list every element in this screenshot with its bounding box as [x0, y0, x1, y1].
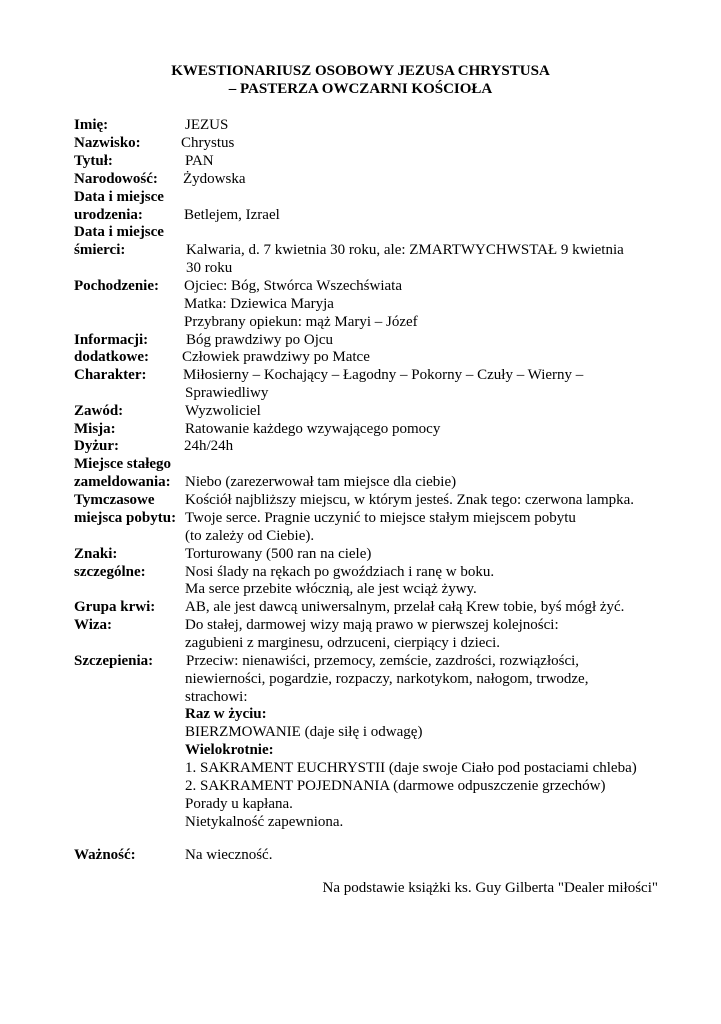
value-szczepienia-line-1: Przeciw: nienawiści, przemocy, zemście, zazdrości, rozwiązłości,: [186, 653, 580, 669]
label-urodzenie-line-1: Data i miejsce: [74, 189, 164, 205]
label-zameldowanie-line-1: Miejsce stałego: [74, 456, 172, 472]
value-imie: JEZUS: [185, 117, 229, 133]
label-smierc-line-1: Data i miejsce: [74, 224, 164, 240]
label-nazwisko: Nazwisko:: [74, 135, 141, 151]
label-znaki-line-2: szczególne:: [74, 564, 146, 580]
value-informacje-line-1: Bóg prawdziwy po Ojcu: [186, 332, 334, 348]
label-narodowosc: Narodowość:: [74, 171, 158, 187]
label-informacje-line-1: Informacji:: [74, 332, 149, 348]
value-tytul: PAN: [185, 153, 214, 169]
label-szczepienia: Szczepienia:: [74, 653, 154, 669]
value-wielo-line-3: Porady u kapłana.: [185, 796, 293, 812]
label-imie: Imię:: [74, 117, 109, 133]
value-szczepienia-line-2: niewierności, pogardzie, rozpaczy, narkotykom, nałogom, trwodze,: [185, 671, 589, 687]
value-tymczasowe-line-2: Twoje serce. Pragnie uczynić to miejsce stałym miejscem pobytu: [185, 510, 576, 526]
value-pochodzenie-line-1: Ojciec: Bóg, Stwórca Wszechświata: [184, 278, 402, 294]
label-urodzenie-line-2: urodzenia:: [74, 207, 143, 223]
label-pochodzenie: Pochodzenie:: [74, 278, 159, 294]
raz-w-zyciu-heading: Raz w życiu:: [185, 706, 267, 722]
value-wielo-line-1: 1. SAKRAMENT EUCHRYSTII (daje swoje Ciało pod postaciami chleba): [185, 760, 637, 776]
value-pochodzenie-line-3: Przybrany opiekun: mąż Maryi – Józef: [184, 314, 418, 330]
value-smierc-line-2: 30 roku: [186, 260, 233, 276]
value-znaki-line-2: Nosi ślady na rękach po gwoździach i ranę w boku.: [185, 564, 495, 580]
label-tymczasowe-line-1: Tymczasowe: [74, 492, 155, 508]
wielokrotnie-heading: Wielokrotnie:: [185, 742, 274, 758]
value-znaki-line-3: Ma serce przebite włócznią, ale jest wciąż żywy.: [185, 581, 477, 597]
value-wielo-line-2: 2. SAKRAMENT POJEDNANIA (darmowe odpuszczenie grzechów): [185, 778, 606, 794]
value-dyzur: 24h/24h: [184, 438, 234, 454]
label-misja: Misja:: [74, 421, 116, 437]
value-narodowosc: Żydowska: [183, 171, 246, 187]
value-misja: Ratowanie każdego wzywającego pomocy: [185, 421, 441, 437]
label-znaki-line-1: Znaki:: [74, 546, 118, 562]
title-line-1: KWESTIONARIUSZ OSOBOWY JEZUSA CHRYSTUSA: [171, 63, 550, 79]
value-charakter-line-2: Sprawiedliwy: [185, 385, 269, 401]
value-tymczasowe-line-3: (to zależy od Ciebie).: [185, 528, 315, 544]
label-charakter: Charakter:: [74, 367, 147, 383]
value-wielo-line-4: Nietykalność zapewniona.: [185, 814, 344, 830]
value-waznosc: Na wieczność.: [185, 847, 273, 863]
value-znaki-line-1: Torturowany (500 ran na ciele): [185, 546, 372, 562]
label-dyzur: Dyżur:: [74, 438, 119, 454]
value-szczepienia-line-3: strachowi:: [185, 689, 248, 705]
value-tymczasowe-line-1: Kościół najbliższy miejscu, w którym jesteś. Znak tego: czerwona lampka.: [185, 492, 635, 508]
value-wiza-line-2: zagubieni z marginesu, odrzuceni, cierpiący i dzieci.: [185, 635, 500, 651]
value-informacje-line-2: Człowiek prawdziwy po Matce: [182, 349, 370, 365]
value-pochodzenie-line-2: Matka: Dziewica Maryja: [184, 296, 334, 312]
label-zameldowanie-line-2: zameldowania:: [74, 474, 171, 490]
label-waznosc: Ważność:: [74, 847, 136, 863]
value-charakter-line-1: Miłosierny – Kochający – Łagodny – Pokorny – Czuły – Wierny –: [183, 367, 584, 383]
label-informacje-line-2: dodatkowe:: [74, 349, 150, 365]
label-zawod: Zawód:: [74, 403, 124, 419]
label-tymczasowe-line-2: miejsca pobytu:: [74, 510, 177, 526]
label-grupa-krwi: Grupa krwi:: [74, 599, 156, 615]
value-urodzenie: Betlejem, Izrael: [184, 207, 280, 223]
value-zameldowanie: Niebo (zarezerwował tam miejsce dla ciebie): [185, 474, 457, 490]
label-smierc-line-2: śmierci:: [74, 242, 126, 258]
source-note: Na podstawie książki ks. Guy Gilberta "Dealer miłości": [322, 880, 658, 896]
label-tytul: Tytuł:: [74, 153, 113, 169]
value-raz-line-1: BIERZMOWANIE (daje siłę i odwagę): [185, 724, 423, 740]
value-nazwisko: Chrystus: [181, 135, 235, 151]
value-smierc-line-1: Kalwaria, d. 7 kwietnia 30 roku, ale: ZMARTWYCHWSTAŁ 9 kwietnia: [186, 242, 624, 258]
title-line-2: – PASTERZA OWCZARNI KOŚCIOŁA: [228, 81, 493, 97]
label-wiza: Wiza:: [74, 617, 113, 633]
value-wiza-line-1: Do stałej, darmowej wizy mają prawo w pierwszej kolejności:: [185, 617, 559, 633]
value-grupa-krwi: AB, ale jest dawcą uniwersalnym, przelał całą Krew tobie, byś mógł żyć.: [185, 599, 625, 615]
value-zawod: Wyzwoliciel: [185, 403, 261, 419]
